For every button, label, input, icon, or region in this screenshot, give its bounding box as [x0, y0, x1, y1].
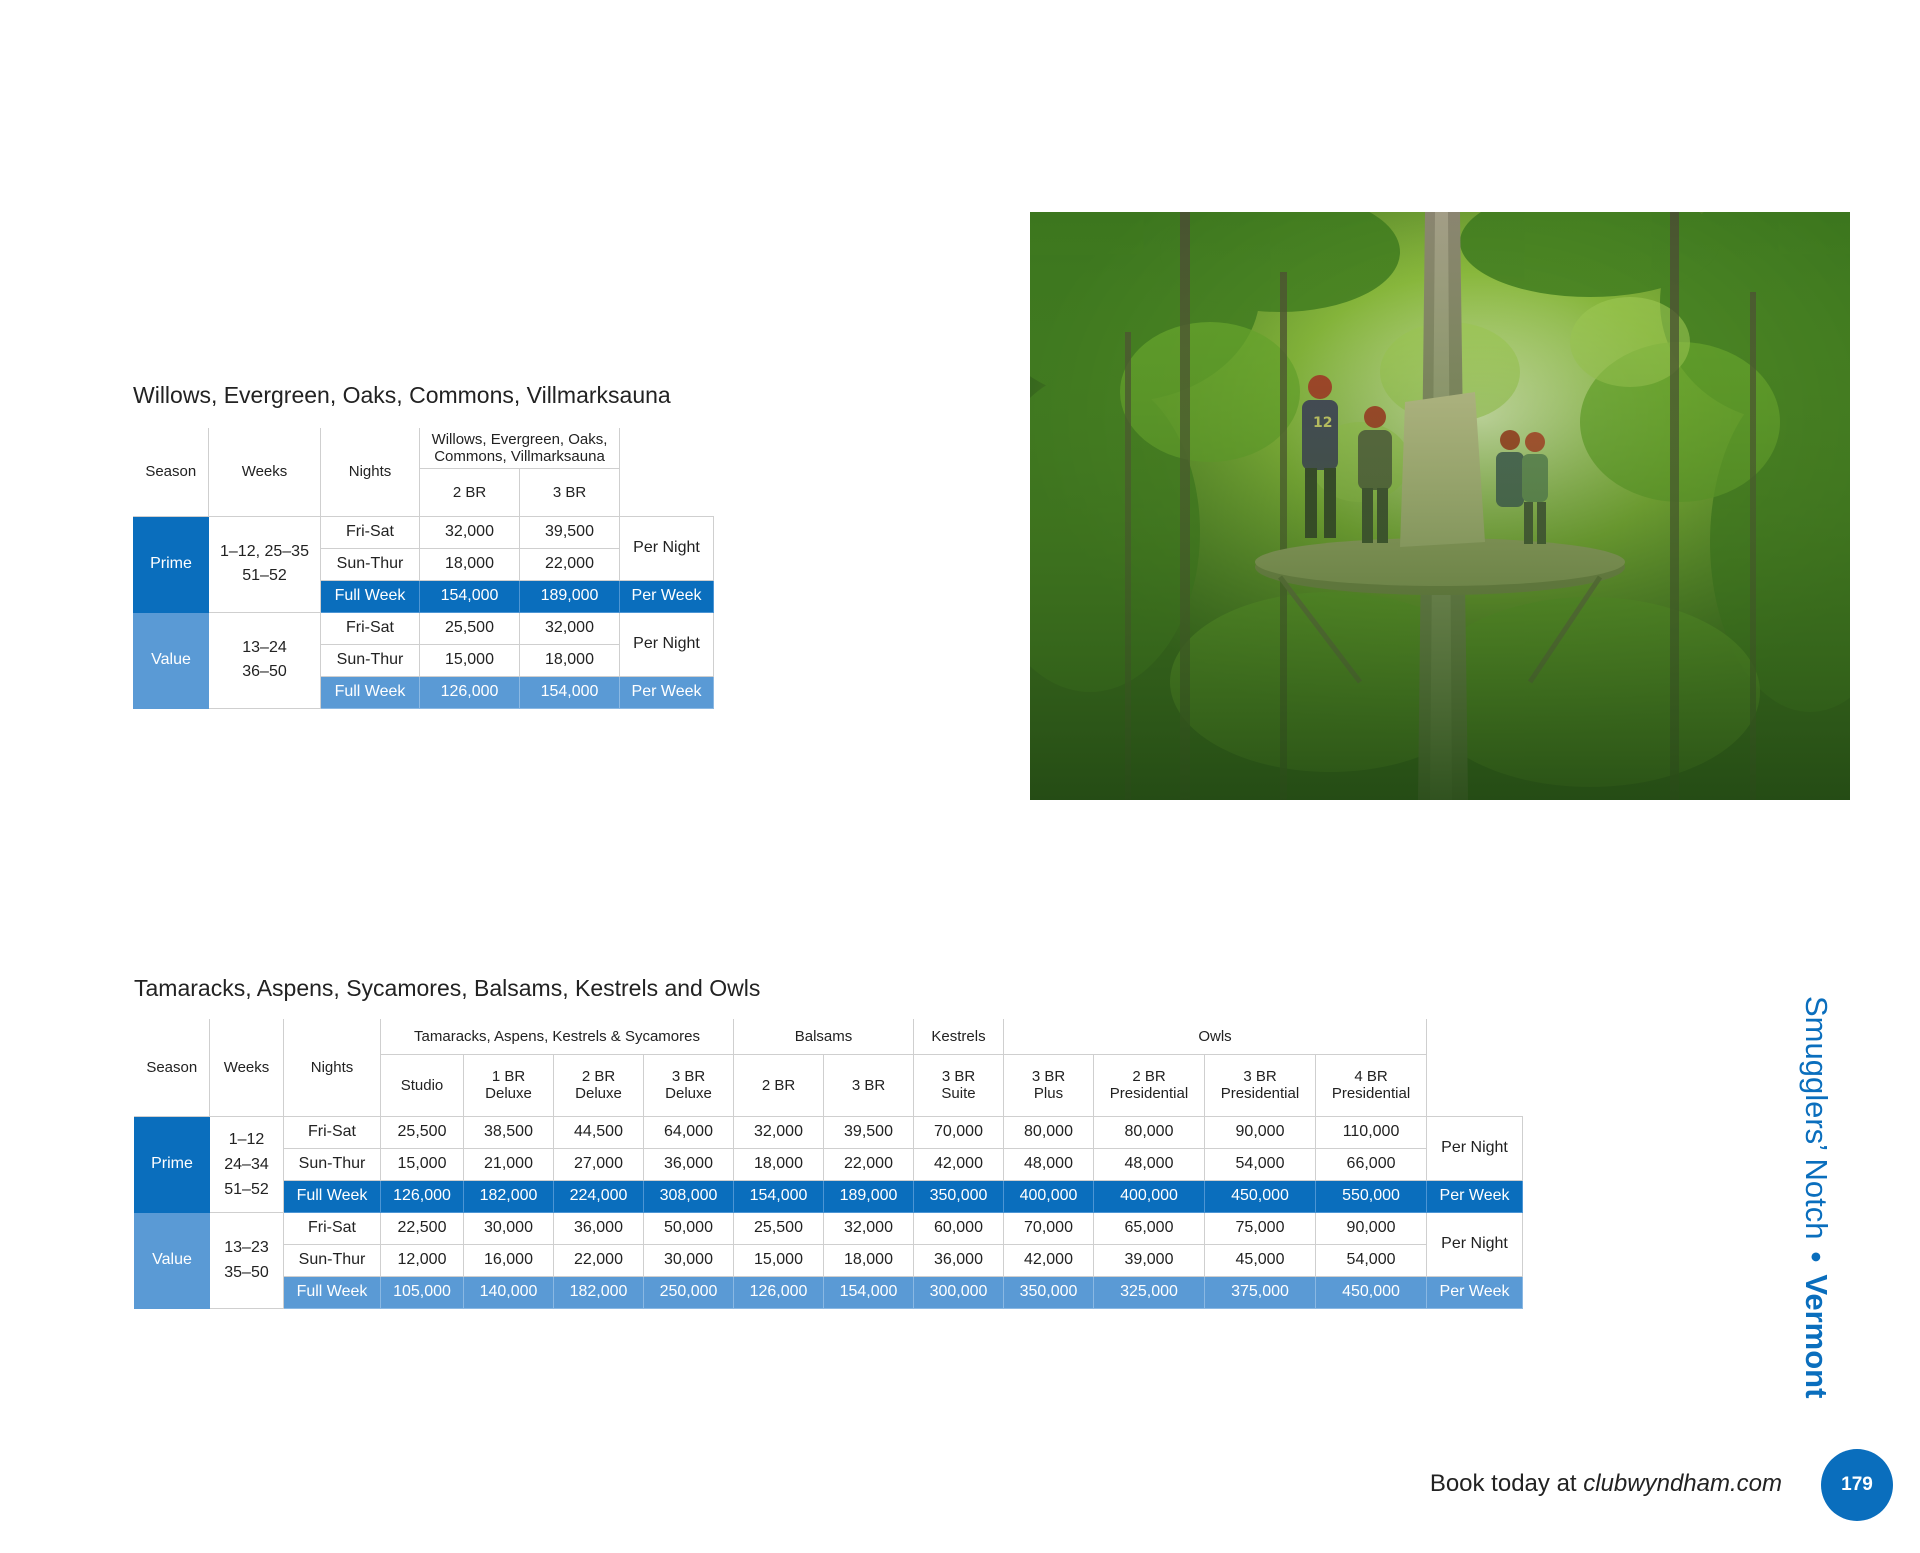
rate-cell: 50,000: [644, 1212, 734, 1244]
rate-cell: 36,000: [554, 1212, 644, 1244]
table-row: [135, 1116, 1523, 1148]
rate-cell: 65,000: [1094, 1212, 1205, 1244]
unit-header: 4 BR Presidential: [1316, 1054, 1427, 1116]
rate-cell: 224,000: [554, 1180, 644, 1212]
rate-cell: 189,000: [520, 580, 620, 612]
rate-cell: 38,500: [464, 1116, 554, 1148]
rate-cell: 18,000: [824, 1244, 914, 1276]
rate-cell: 32,000: [520, 612, 620, 644]
rate-cell: 15,000: [420, 644, 520, 676]
unit-group-header: Kestrels: [914, 1019, 1004, 1054]
table2: [134, 1019, 1523, 1309]
per-night-label: Per Night: [1427, 1116, 1523, 1180]
rate-cell: 22,000: [554, 1244, 644, 1276]
nights-cell: Fri-Sat: [284, 1116, 381, 1148]
rate-cell: 45,000: [1205, 1244, 1316, 1276]
nights-cell: Full Week: [321, 676, 420, 708]
rate-cell: 12,000: [381, 1244, 464, 1276]
blank-header: [1427, 1019, 1523, 1116]
per-week-label: Per Week: [620, 676, 714, 708]
page-number: 179: [1841, 1474, 1873, 1495]
rate-cell: 350,000: [914, 1180, 1004, 1212]
unit-header: Studio: [381, 1054, 464, 1116]
rate-cell: 25,500: [420, 612, 520, 644]
table-row: [135, 1244, 1523, 1276]
rate-cell: 36,000: [914, 1244, 1004, 1276]
table-row: [134, 612, 714, 644]
page-number-badge: [1821, 1449, 1893, 1521]
nights-cell: Full Week: [284, 1180, 381, 1212]
rate-cell: 25,500: [734, 1212, 824, 1244]
per-night-label: Per Night: [620, 612, 714, 676]
nights-header: Nights: [284, 1019, 381, 1116]
rate-cell: 22,000: [520, 548, 620, 580]
weeks-cell: 1–12 24–34 51–52: [210, 1116, 284, 1212]
treetop-adventure-photo: [1030, 212, 1850, 800]
unit-header: 3 BR Suite: [914, 1054, 1004, 1116]
rate-cell: 375,000: [1205, 1276, 1316, 1308]
unit-header: 3 BR Deluxe: [644, 1054, 734, 1116]
rate-cell: 21,000: [464, 1148, 554, 1180]
weeks-header: Weeks: [210, 1019, 284, 1116]
unit-group-header: Tamaracks, Aspens, Kestrels & Sycamores: [381, 1019, 734, 1054]
rate-cell: 15,000: [734, 1244, 824, 1276]
table-row: [135, 1180, 1523, 1212]
unit-header: 2 BR Deluxe: [554, 1054, 644, 1116]
per-week-label: Per Week: [1427, 1180, 1523, 1212]
rate-cell: 48,000: [1094, 1148, 1205, 1180]
rate-cell: 42,000: [1004, 1244, 1094, 1276]
unit-header: 3 BR Plus: [1004, 1054, 1094, 1116]
unit-group-header: Willows, Evergreen, Oaks, Commons, Villmarksauna: [420, 428, 620, 468]
rate-cell: 25,500: [381, 1116, 464, 1148]
rate-cell: 54,000: [1205, 1148, 1316, 1180]
rate-cell: 189,000: [824, 1180, 914, 1212]
rate-cell: 450,000: [1205, 1180, 1316, 1212]
website-link[interactable]: clubwyndham.com: [1583, 1470, 1782, 1497]
rate-cell: 42,000: [914, 1148, 1004, 1180]
weeks-cell: 1–12, 25–35 51–52: [209, 516, 321, 612]
rate-cell: 32,000: [824, 1212, 914, 1244]
nights-cell: Fri-Sat: [321, 516, 420, 548]
rate-cell: 70,000: [1004, 1212, 1094, 1244]
per-night-label: Per Night: [620, 516, 714, 580]
booking-footer: [1430, 1470, 1782, 1498]
rate-cell: 18,000: [734, 1148, 824, 1180]
rate-cell: 39,500: [520, 516, 620, 548]
rate-cell: 110,000: [1316, 1116, 1427, 1148]
rate-cell: 80,000: [1094, 1116, 1205, 1148]
nights-cell: Full Week: [284, 1276, 381, 1308]
rate-cell: 126,000: [734, 1276, 824, 1308]
rate-cell: 400,000: [1004, 1180, 1094, 1212]
season-prime: Prime: [134, 516, 209, 612]
table-row: [135, 1276, 1523, 1308]
unit-header: 1 BR Deluxe: [464, 1054, 554, 1116]
rate-cell: 16,000: [464, 1244, 554, 1276]
rate-cell: 18,000: [520, 644, 620, 676]
table2-title: Tamaracks, Aspens, Sycamores, Balsams, Kestrels and Owls: [134, 975, 761, 1001]
rate-cell: 325,000: [1094, 1276, 1205, 1308]
season-value: Value: [135, 1212, 210, 1308]
rate-cell: 140,000: [464, 1276, 554, 1308]
nights-cell: Fri-Sat: [284, 1212, 381, 1244]
rate-cell: 32,000: [734, 1116, 824, 1148]
rate-cell: 22,500: [381, 1212, 464, 1244]
unit-header: 3 BR Presidential: [1205, 1054, 1316, 1116]
rate-cell: 182,000: [554, 1276, 644, 1308]
rate-cell: 15,000: [381, 1148, 464, 1180]
rate-cell: 36,000: [644, 1148, 734, 1180]
rate-cell: 308,000: [644, 1180, 734, 1212]
table1-title: Willows, Evergreen, Oaks, Commons, Villmarksauna: [133, 382, 671, 408]
rate-cell: 66,000: [1316, 1148, 1427, 1180]
nights-cell: Full Week: [321, 580, 420, 612]
season-header: Season: [134, 428, 209, 516]
rate-cell: 75,000: [1205, 1212, 1316, 1244]
unit-header: 2 BR: [420, 468, 520, 516]
footer-prefix: Book today at: [1429, 1470, 1584, 1497]
unit-group-header: Balsams: [734, 1019, 914, 1054]
nights-cell: Fri-Sat: [321, 612, 420, 644]
rate-cell: 30,000: [464, 1212, 554, 1244]
rate-cell: 70,000: [914, 1116, 1004, 1148]
nights-cell: Sun-Thur: [284, 1148, 381, 1180]
rate-cell: 27,000: [554, 1148, 644, 1180]
rate-cell: 30,000: [644, 1244, 734, 1276]
weeks-cell: 13–24 36–50: [209, 612, 321, 708]
table-row: [135, 1212, 1523, 1244]
unit-header: 3 BR: [824, 1054, 914, 1116]
state-name: Vermont: [1799, 1274, 1834, 1399]
nights-cell: Sun-Thur: [321, 644, 420, 676]
rate-cell: 154,000: [420, 580, 520, 612]
season-value: Value: [134, 612, 209, 708]
rate-cell: 22,000: [824, 1148, 914, 1180]
rate-cell: 154,000: [824, 1276, 914, 1308]
rate-cell: 39,000: [1094, 1244, 1205, 1276]
table-row: [135, 1148, 1523, 1180]
resort-name: Smugglers’ Notch: [1799, 996, 1834, 1240]
blank-header: [620, 428, 714, 516]
unit-header: 2 BR Presidential: [1094, 1054, 1205, 1116]
rate-cell: 126,000: [420, 676, 520, 708]
rate-cell: 400,000: [1094, 1180, 1205, 1212]
rate-cell: 18,000: [420, 548, 520, 580]
rate-cell: 80,000: [1004, 1116, 1094, 1148]
rate-cell: 90,000: [1316, 1212, 1427, 1244]
rate-cell: 60,000: [914, 1212, 1004, 1244]
resort-location-label: [1798, 996, 1834, 1398]
rate-cell: 48,000: [1004, 1148, 1094, 1180]
weeks-header: Weeks: [209, 428, 321, 516]
rate-cell: 154,000: [520, 676, 620, 708]
rate-cell: 350,000: [1004, 1276, 1094, 1308]
table1: [133, 428, 714, 709]
nights-cell: Sun-Thur: [284, 1244, 381, 1276]
per-week-label: Per Week: [620, 580, 714, 612]
rate-cell: 450,000: [1316, 1276, 1427, 1308]
rate-cell: 105,000: [381, 1276, 464, 1308]
separator-dot: •: [1799, 1251, 1834, 1263]
table-row: [134, 516, 714, 548]
rate-cell: 64,000: [644, 1116, 734, 1148]
weeks-cell: 13–23 35–50: [210, 1212, 284, 1308]
unit-header: 3 BR: [520, 468, 620, 516]
rate-cell: 250,000: [644, 1276, 734, 1308]
rate-cell: 44,500: [554, 1116, 644, 1148]
rate-cell: 54,000: [1316, 1244, 1427, 1276]
per-week-label: Per Week: [1427, 1276, 1523, 1308]
rate-cell: 154,000: [734, 1180, 824, 1212]
rate-cell: 300,000: [914, 1276, 1004, 1308]
rate-cell: 32,000: [420, 516, 520, 548]
unit-group-header: Owls: [1004, 1019, 1427, 1054]
rate-cell: 550,000: [1316, 1180, 1427, 1212]
season-prime: Prime: [135, 1116, 210, 1212]
season-header: Season: [135, 1019, 210, 1116]
rate-cell: 39,500: [824, 1116, 914, 1148]
unit-header: 2 BR: [734, 1054, 824, 1116]
rate-cell: 182,000: [464, 1180, 554, 1212]
nights-cell: Sun-Thur: [321, 548, 420, 580]
rate-cell: 90,000: [1205, 1116, 1316, 1148]
nights-header: Nights: [321, 428, 420, 516]
per-night-label: Per Night: [1427, 1212, 1523, 1276]
rate-cell: 126,000: [381, 1180, 464, 1212]
